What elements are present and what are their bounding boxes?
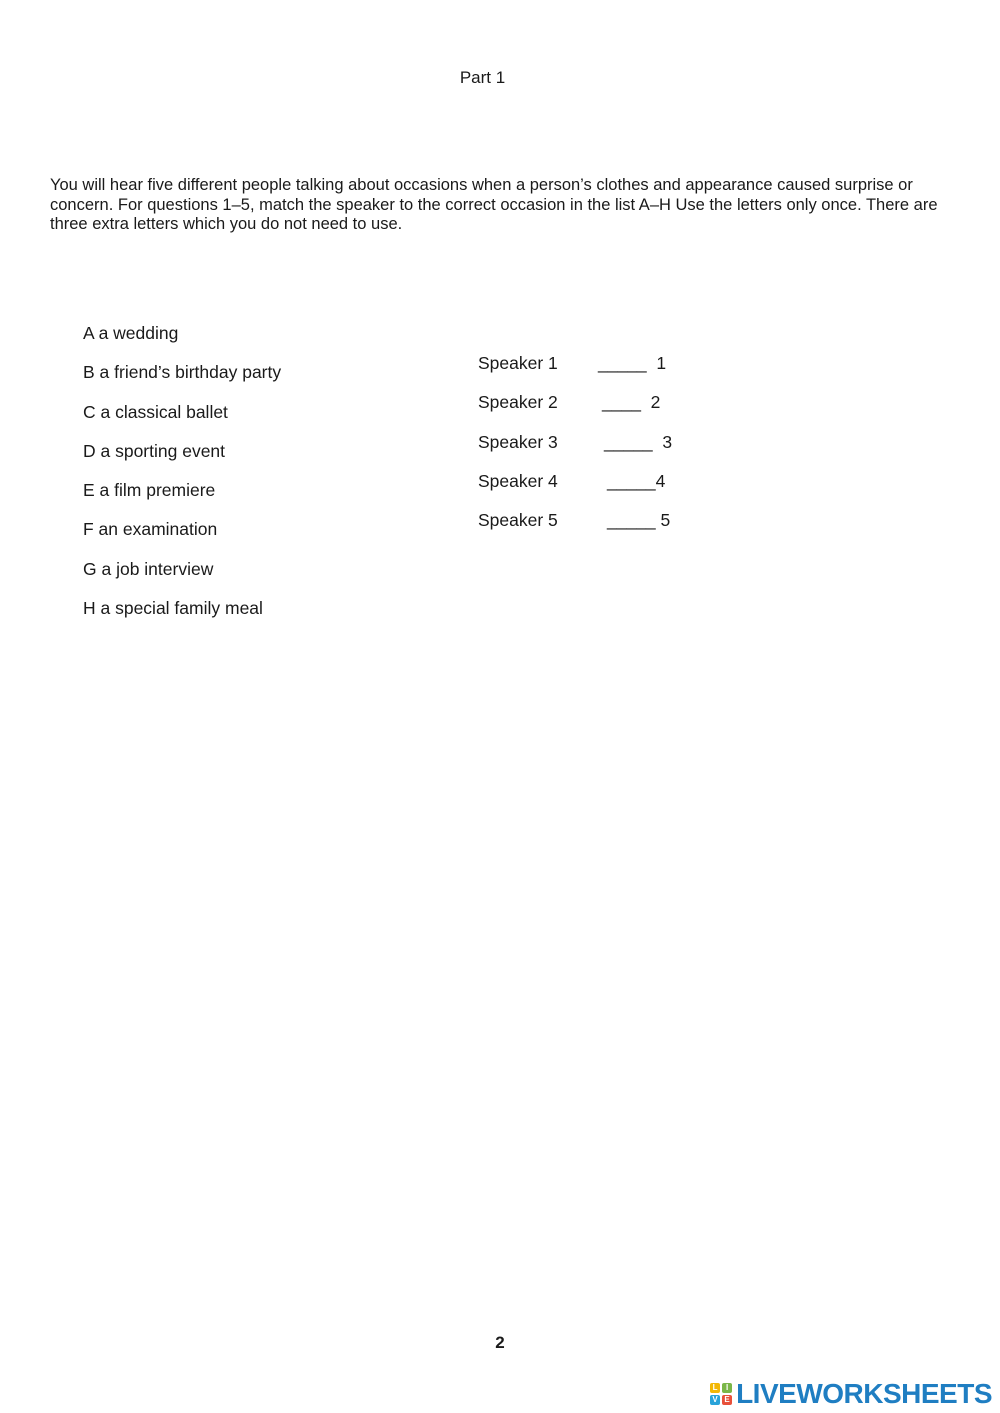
brand-name: LIVEWORKSHEETS [736,1378,992,1409]
option-h: H a special family meal [83,598,263,619]
speaker-label: Speaker 3 [478,431,558,452]
speaker-label: Speaker 5 [478,510,558,531]
option-e: E a film premiere [83,480,216,501]
answer-blank-1[interactable]: _____ 1 [598,353,667,373]
page-title: Part 1 [459,68,506,87]
liveworksheets-logo-icon [710,1383,732,1405]
logo-letter: E [722,1395,732,1405]
option-f: F an examination [83,519,218,540]
speaker-answers [478,352,698,548]
instructions [50,176,965,235]
speaker-label: Speaker 2 [478,392,558,413]
speaker-row-3 [478,431,698,470]
speaker-row-4 [478,470,698,509]
answer-blank-5[interactable]: _____ 5 [607,510,671,531]
answer-blank-3[interactable]: _____ 3 [604,431,673,452]
answer-blank-2[interactable]: ____ 2 [602,392,661,413]
instructions-text: You will hear five different people talking about occasions when a person’s clothes and appearance caused surprise or concern. For questions 1–5, match the speaker to the correct occasion in the list A–H Use the letters only once. There are three extra letters which you do not need to use. [50,176,938,233]
logo-letter: V [710,1395,720,1405]
option-c: C a classical ballet [83,401,228,422]
option-a: A a wedding [83,323,179,343]
option-b: B a friend’s birthday party [83,362,282,383]
speaker-row-2 [478,391,698,430]
answer-blank-4[interactable]: _____4 [607,470,666,491]
speaker-row-1 [478,352,698,391]
speaker-label: Speaker 4 [478,470,558,491]
logo-letter: I [722,1383,732,1393]
occasion-options-list [83,322,281,636]
page-number: 2 [495,1333,505,1352]
speaker-row-5 [478,509,698,548]
speaker-label: Speaker 1 [478,353,558,373]
option-g: G a job interview [83,558,214,579]
liveworksheets-brand [710,1378,992,1410]
option-d: D a sporting event [83,440,226,461]
logo-letter: L [710,1383,720,1393]
